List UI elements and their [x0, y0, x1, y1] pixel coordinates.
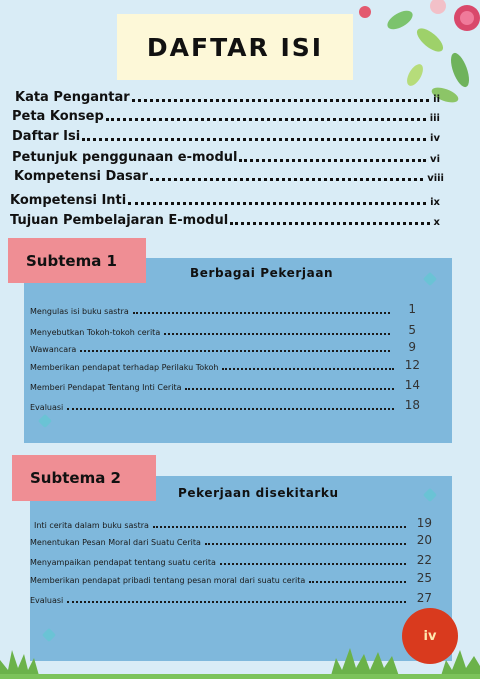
toc-row-kata-pengantar[interactable] [15, 90, 440, 105]
subtema2-item[interactable] [30, 553, 432, 567]
page-number-badge: iv [402, 608, 458, 664]
toc-label: Tujuan Pembelajaran E-modul [10, 213, 229, 228]
toc-row-kompetensi-inti[interactable] [10, 193, 440, 208]
item-leader [222, 367, 394, 370]
subtema2-title: Pekerjaan disekitarku [178, 486, 339, 500]
subtema2-panel [30, 476, 452, 661]
item-leader [67, 407, 394, 410]
toc-page: ix [430, 197, 440, 208]
subtema2-item[interactable] [30, 533, 432, 547]
item-page: 9 [408, 340, 416, 354]
item-page: 22 [416, 553, 432, 567]
subtema2-item[interactable] [30, 591, 432, 605]
toc-row-kompetensi-dasar[interactable] [14, 169, 444, 184]
subtema1-item[interactable] [30, 302, 416, 316]
toc-page: vi [430, 154, 440, 165]
subtema1-item[interactable] [30, 378, 420, 392]
toc-page: iii [429, 113, 440, 124]
subtema2-item[interactable] [34, 516, 432, 530]
item-label: Menentukan Pesan Moral dari Suatu Cerita [30, 538, 201, 547]
title-box [117, 14, 353, 80]
item-page: 20 [416, 533, 432, 547]
toc-row-tujuan[interactable] [10, 213, 440, 228]
item-page: 12 [404, 358, 420, 372]
subtema1-item[interactable] [30, 398, 420, 412]
item-leader [309, 580, 406, 583]
item-label: Memberikan pendapat pribadi tentang pesan moral dari suatu cerita [30, 576, 306, 585]
item-label: Menyebutkan Tokoh-tokoh cerita [30, 328, 161, 337]
toc-page: x [433, 217, 440, 228]
toc-page: iv [430, 133, 440, 144]
item-leader [133, 311, 390, 314]
toc-row-petunjuk[interactable] [12, 150, 440, 165]
item-page: 5 [408, 323, 416, 337]
toc-label: Daftar Isi [12, 129, 81, 144]
item-leader [220, 562, 406, 565]
toc-page: viii [427, 173, 444, 184]
item-page: 19 [416, 516, 432, 530]
toc-leader [230, 221, 429, 225]
item-page: 14 [404, 378, 420, 392]
toc-leader [239, 158, 426, 162]
item-label: Inti cerita dalam buku sastra [34, 521, 149, 530]
item-label: Memberi Pendapat Tentang Inti Cerita [30, 383, 182, 392]
item-page: 27 [416, 591, 432, 605]
subtema1-item[interactable] [30, 340, 416, 354]
item-leader [67, 600, 406, 603]
item-leader [153, 525, 406, 528]
toc-leader [150, 177, 423, 181]
toc-leader [82, 137, 426, 141]
subtema1-label: Subtema 1 [8, 238, 146, 283]
subtema2-item[interactable] [30, 571, 432, 585]
item-leader [205, 542, 406, 545]
item-leader [185, 387, 394, 390]
item-label: Mengulas isi buku sastra [30, 307, 129, 316]
toc-label: Kompetensi Dasar [14, 169, 148, 184]
toc-label: Kata Pengantar [15, 90, 130, 105]
item-label: Evaluasi [30, 403, 64, 412]
item-page: 1 [408, 302, 416, 316]
subtema2-label: Subtema 2 [12, 455, 156, 501]
toc-label: Petunjuk penggunaan e-modul [12, 150, 238, 165]
subtema1-item[interactable] [30, 358, 420, 372]
item-label: Evaluasi [30, 596, 64, 605]
toc-leader [128, 201, 426, 205]
item-page: 18 [404, 398, 420, 412]
item-page: 25 [416, 571, 432, 585]
toc-page: ii [433, 94, 440, 105]
item-label: Menyampaikan pendapat tentang suatu cerita [30, 558, 216, 567]
item-leader [164, 332, 390, 335]
toc-leader [106, 117, 426, 121]
page-title: DAFTAR ISI [146, 32, 324, 62]
toc-label: Peta Konsep [12, 109, 104, 124]
toc-row-peta-konsep[interactable] [12, 109, 440, 124]
toc-label: Kompetensi Inti [10, 193, 127, 208]
item-label: Wawancara [30, 345, 77, 354]
toc-leader [132, 98, 429, 102]
subtema1-title: Berbagai Pekerjaan [190, 266, 334, 280]
item-leader [80, 349, 390, 352]
item-label: Memberikan pendapat terhadap Perilaku Tokoh [30, 363, 219, 372]
toc-row-daftar-isi[interactable] [12, 129, 440, 144]
subtema1-item[interactable] [30, 323, 416, 337]
